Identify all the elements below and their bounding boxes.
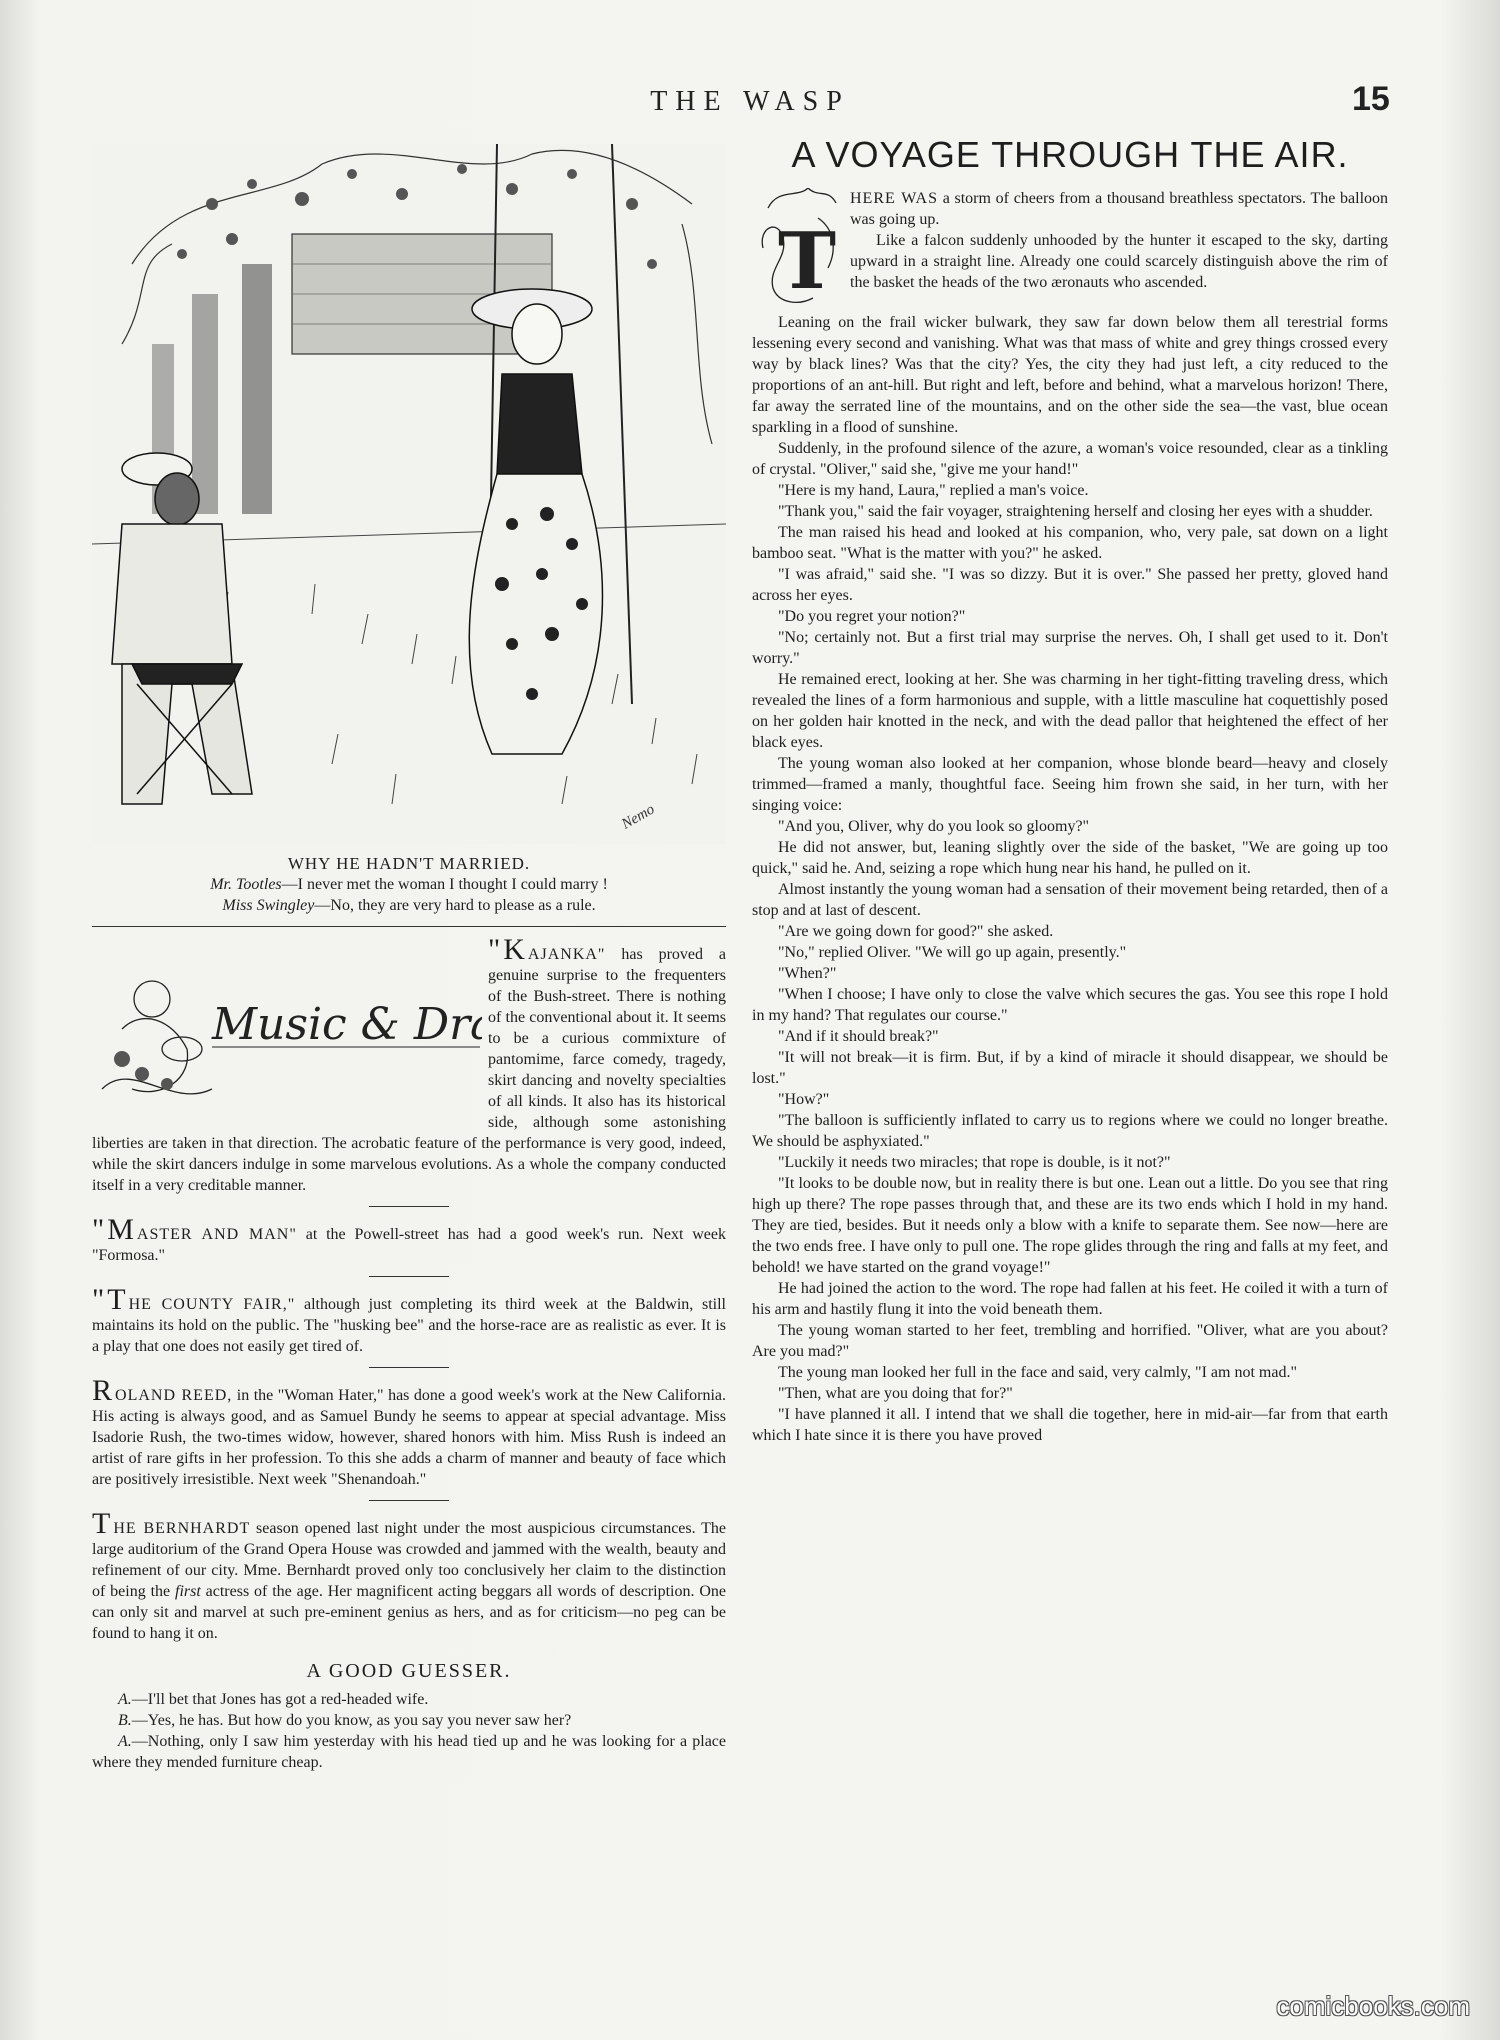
cartoon-title: WHY HE HADN'T MARRIED. <box>287 854 531 873</box>
ornamental-dropcap <box>758 188 840 308</box>
roland-text: in the "Woman Hater," has done a good week's work at the New California. His acting is always good, and as Samuel Bundy he seems to appear at special advantage. Miss Isadorie Rush, the two-times widow, however, shared honors with him. Miss Rush is indeed an artist of rare gifts in her profession. To this she adds a charm of manner and beauty of face which are positively irresistible. Next week "Shenandoah." <box>92 1387 727 1488</box>
voyage-p6: "Thank you," said the fair voyager, straightening herself and closing her eyes with a shudder. <box>778 503 1373 520</box>
voyage-p17: "No," replied Oliver. "We will go up again, presently." <box>778 944 1127 961</box>
speaker-a: A. <box>118 1691 132 1708</box>
voyage-p1-text: a storm of cheers from a thousand breathless spectators. The balloon was going up. <box>850 190 1389 228</box>
voyage-p5: "Here is my hand, Laura," replied a man's voice. <box>778 482 1089 499</box>
county-lead: HE COUNTY FAIR," <box>128 1296 296 1313</box>
guesser-line-1-text: —I'll bet that Jones has got a red-headed wife. <box>131 1691 429 1708</box>
roland-paragraph <box>92 1374 727 1490</box>
voyage-title: A VOYAGE THROUGH THE AIR. <box>791 134 1349 175</box>
voyage-p7: The man raised his head and looked at his companion, who, very pale, sat down on a light bamboo seat. "What is the matter with you?" he asked. <box>752 524 1388 562</box>
voyage-p23: "The balloon is sufficiently inflated to carry us to regions where we could no longer breathe. We should be asphyxiated." <box>752 1112 1388 1150</box>
voyage-p19: "When I choose; I have only to close the valve which secures the gas. You see this rope I hold in my hand? That regulates our course." <box>752 986 1388 1024</box>
voyage-p18: "When?" <box>778 965 837 982</box>
bernhardt-dropcap: T <box>92 1507 114 1540</box>
bernhardt-paragraph <box>92 1507 726 1644</box>
cartoon-caption-1 <box>92 874 726 895</box>
short-rule <box>369 1367 449 1368</box>
cartoon-caption-2 <box>92 895 726 916</box>
voyage-p14: He did not answer, but, leaning slightly over the side of the basket, "We are going up too quick," said he. And, seizing a rope which hung near his hand, he pulled on it. <box>752 839 1388 877</box>
master-text: at the Powell-street has had a good week's run. Next week "Formosa." <box>92 1226 727 1264</box>
kajanka-lead: AJANKA" <box>527 946 606 963</box>
bernhardt-text-b: actress of the age. Her magnificent acting beggars all words of description. One can only sit and marvel at such pre-eminent genius as hers, and as for criticism—no peg can be found to hang it on. <box>92 1583 726 1642</box>
caption-2-text: —No, they are very hard to please as a rule. <box>314 897 596 914</box>
music-drama-heading <box>92 939 482 1119</box>
artist-signature: Nemo <box>619 801 658 833</box>
voyage-p16: "Are we going down for good?" she asked. <box>778 923 1054 940</box>
bernhardt-emphasis: first <box>175 1583 201 1600</box>
master-paragraph <box>92 1213 727 1266</box>
voyage-p26: He had joined the action to the word. The rope had fallen at his feet. He coiled it with a turn of his arm and hastily flung it into the void beneath them. <box>752 1280 1388 1318</box>
bernhardt-text-a: season opened last night under the most auspicious circumstances. The large auditorium of the Grand Opera House was crowded and jammed with the wealth, beauty and refinement of our city. Mme. Bernhardt proved only too conclusively her claim to the distinction of being the <box>92 1520 726 1600</box>
voyage-p24: "Luckily it needs two miracles; that rope is double, is it not?" <box>778 1154 1171 1171</box>
speaker-b: B. <box>118 1712 132 1729</box>
voyage-p11: He remained erect, looking at her. She was charming in her tight-fitting traveling dress, which revealed the lines of a form harmonious and supple, with a little masculine hat coquettishly posed on her golden hair knotted in the neck, and with the dead pallor that heightened the effect of her black eyes. <box>752 671 1388 751</box>
guesser-line-2-text: —Yes, he has. But how do you know, as you say you never saw her? <box>131 1712 572 1729</box>
voyage-p9: "Do you regret your notion?" <box>778 608 966 625</box>
section-divider <box>92 926 726 927</box>
voyage-p20: "And if it should break?" <box>778 1028 939 1045</box>
voyage-p1 <box>752 188 1388 230</box>
left-column <box>92 134 726 1773</box>
voyage-p13: "And you, Oliver, why do you look so gloomy?" <box>778 818 1090 835</box>
voyage-p15: Almost instantly the young woman had a sensation of their movement being retarded, then of a stop and at last of descent. <box>752 881 1388 919</box>
cartoon-drawing <box>92 144 726 844</box>
short-rule <box>369 1206 449 1207</box>
voyage-p10: "No; certainly not. But a first trial may surprise the nerves. Oh, I shall get used to it. Don't worry." <box>752 629 1388 667</box>
voyage-lead: HERE WAS <box>850 190 938 207</box>
roland-dropcap: R <box>92 1374 116 1407</box>
short-rule <box>369 1276 449 1277</box>
speaker-a: A. <box>118 1733 132 1750</box>
cartoon-illustration <box>92 144 726 844</box>
voyage-p4: Suddenly, in the profound silence of the azure, a woman's voice resounded, clear as a tinkling of crystal. "Oliver," said she, "give me your hand!" <box>752 440 1388 478</box>
music-drama-section <box>92 933 727 1644</box>
page-number: 15 <box>1352 80 1390 118</box>
music-drama-heading-text: Music & Dr <box>212 999 471 1050</box>
watermark: comicbooks.com <box>1276 1991 1470 2021</box>
roland-lead: OLAND REED, <box>115 1387 233 1404</box>
county-dropcap: "T <box>92 1283 129 1316</box>
voyage-p28: The young man looked her full in the face and said, very calmly, "I am not mad." <box>778 1364 1297 1381</box>
voyage-p27: The young woman started to her feet, trembling and horrified. "Oliver, what are you about? Are you mad?" <box>752 1322 1388 1360</box>
voyage-p21: "It will not break—it is firm. But, if by a kind of miracle it should disappear, we should be lost." <box>752 1049 1388 1087</box>
voyage-p29: "Then, what are you doing that for?" <box>778 1385 1013 1402</box>
voyage-p25: "It looks to be double now, but in reality there is but one. Lean out a little. Do you see that ring high up there? The rope passes through that, and these are its two ends which I hold in my hand. They are tied, besides. But it needs only a blow with a knife to separate them. See now—here are the two ends free. I have only to pull one. The rope glides through the ring and falls at my feet, and behold! we have started on the grand voyage!" <box>752 1175 1388 1276</box>
voyage-dropcap-letter: T <box>778 216 837 307</box>
masthead: THE WASP <box>650 86 850 117</box>
voyage-p3: Leaning on the frail wicker bulwark, they saw far down below them all terestrial forms lessening every second and vanishing. What was that mass of white and grey things crossed every way by black lines? Was that the city? Yes, the city they had just left, a city reduced to the proportions of an ant-hill. But right and left, before and behind, what a marvelous horizon! There, far away the serrated line of the mountains, and on the other side the sea—the vast, blue ocean sparkling in a flood of sunshine. <box>752 314 1388 436</box>
kajanka-dropcap: "K <box>488 933 528 966</box>
voyage-p2: Like a falcon suddenly unhooded by the hunter it escaped to the sky, darting upward in a straight line. Already one could scarcely distinguish above the rim of the basket the heads of the two æronauts who ascended. <box>850 232 1388 291</box>
guesser-line-1 <box>92 1689 726 1710</box>
master-lead: ASTER AND MAN" <box>136 1226 297 1243</box>
voyage-p30: "I have planned it all. I intend that we shall die together, here in mid-air—far from that earth which I hate since it is there you have proved <box>752 1406 1388 1444</box>
voyage-story <box>752 188 1388 1446</box>
good-guesser-title: A GOOD GUESSER. <box>306 1660 512 1682</box>
county-text: although just completing its third week at the Baldwin, still maintains its hold on the public. The "husking bee" and the horse-race are as realistic as ever. It is a play that one does not easily get tired of. <box>92 1296 727 1355</box>
right-column <box>752 134 1388 1446</box>
county-paragraph <box>92 1283 727 1357</box>
kajanka-text: has proved a genuine surprise to the frequenters of the Bush-street. There is nothing of the conventional about it. It seems to be a curious commixture of pantomime, farce comedy, tragedy, skirt dancing and novelty specialties of all kinds. It also has its historical side, although some astonishing liberties are taken in that direction. The acrobatic feature of the performance is very good, indeed, while the skirt dancers indulge in some marvelous evolutions. As a whole the company conducted itself in a very creditable manner. <box>92 946 727 1194</box>
guesser-line-2 <box>92 1710 726 1731</box>
caption-1-text: —I never met the woman I thought I could marry ! <box>281 876 608 893</box>
short-rule <box>369 1500 449 1501</box>
music-drama-ornament <box>92 939 482 1119</box>
ornamental-t-icon <box>758 188 840 308</box>
guesser-line-3-text: —Nothing, only I saw him yesterday with his head tied up and he was looking for a place where they mended furniture cheap. <box>92 1733 726 1771</box>
speaker-miss-swingley: Miss Swingley <box>222 897 315 914</box>
voyage-p12: The young woman also looked at her companion, whose blonde beard—heavy and closely trimmed—framed a manly, thoughtful face. Seeing him frown she said, in her turn, with her singing voice: <box>752 755 1388 814</box>
guesser-line-3 <box>92 1731 726 1773</box>
speaker-mr-tootles: Mr. Tootles <box>210 876 282 893</box>
bernhardt-lead: HE BERNHARDT <box>113 1520 251 1537</box>
voyage-p8: "I was afraid," said she. "I was so dizzy. But it is over." She passed her pretty, gloved hand across her eyes. <box>752 566 1388 604</box>
master-dropcap: "M <box>92 1213 137 1246</box>
voyage-p22: "How?" <box>778 1091 830 1108</box>
